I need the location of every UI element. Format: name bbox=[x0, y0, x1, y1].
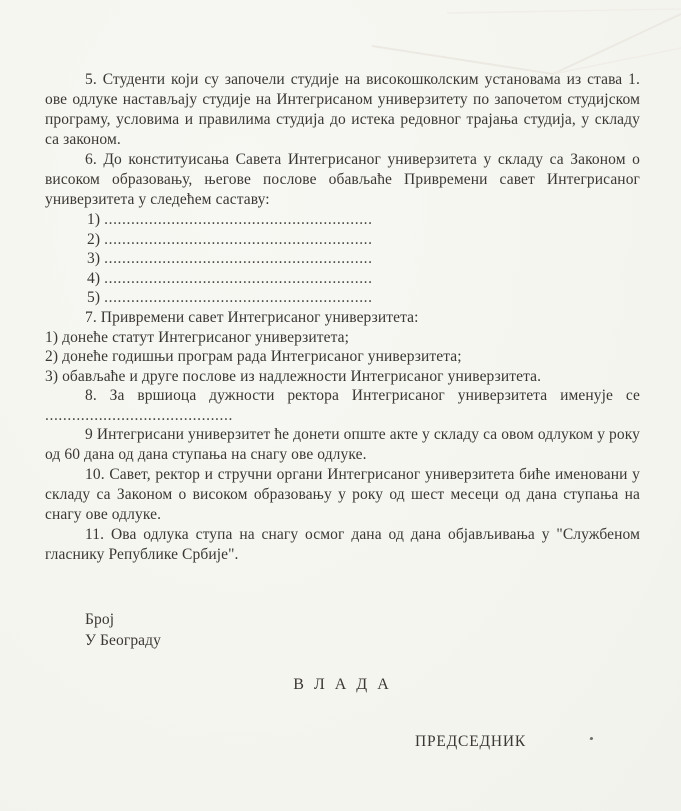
paragraph-7-subitem-2: 2) донеће годишњи програм рада Интегрисаног универзитета; bbox=[45, 348, 462, 365]
paragraph-5: 5. Студенти који су започели студије на високошколским установама из става 1. ове одлуке настављају студије на Интегрисаном универзитету по започетом студијском програму, условима и правилима студија до истека редовног трајања студија, у складу са законом. bbox=[45, 71, 640, 148]
dotted-leader: ............................................................ bbox=[104, 230, 373, 248]
footer-place-label: У Београду bbox=[85, 632, 162, 649]
council-blank-row-1 bbox=[87, 210, 640, 230]
paragraph-7: 7. Привремени савет Интегрисаног универзитета: bbox=[85, 308, 419, 326]
footer-labels bbox=[85, 609, 640, 651]
government-heading: В Л А Д А bbox=[293, 676, 392, 693]
dotted-leader: ............................................................ bbox=[104, 269, 373, 287]
council-blank-list bbox=[45, 210, 640, 308]
blank-marker: 5) bbox=[87, 289, 101, 306]
dotted-leader: ............................................................ bbox=[104, 250, 373, 267]
document-body bbox=[45, 70, 640, 752]
blank-marker: 1) bbox=[87, 211, 101, 228]
council-blank-row-5 bbox=[87, 288, 640, 308]
paragraph-9: 9 Интегрисани универзитет ће донети опште акте у складу са овом одлуком у року од 60 дана од дана ступања на снагу ове одлуке. bbox=[45, 426, 640, 463]
blank-marker: 3) bbox=[87, 250, 101, 267]
council-blank-row-3 bbox=[87, 249, 640, 269]
president-heading: ПРЕДСЕДНИК bbox=[415, 733, 526, 750]
paragraph-6: 6. До конституисања Савета Интегрисаног универзитета у складу са Законом о високом образовању, његове послове обављаће Привремени савет Интегрисаног универзитета у следећем саставу: bbox=[45, 151, 640, 208]
paragraph-7-subitem-1: 1) донеће статут Интегрисаног универзитета; bbox=[45, 328, 350, 346]
footer-number-label: Број bbox=[85, 611, 115, 628]
paragraph-8: 8. За вршиоца дужности ректора Интегрисаног универзитета именује се bbox=[85, 387, 640, 404]
blank-marker: 2) bbox=[87, 230, 101, 248]
paragraph-7-subitem-3: 3) обављаће и друге послове из надлежности Интегрисаног универзитета. bbox=[45, 367, 542, 385]
paragraph-10: 10. Савет, ректор и стручни органи Интегрисаног универзитета биће именовани у складу са Законом о високом образовању у року од шест месеци од дана ступања на снагу ове одлуке. bbox=[45, 466, 640, 523]
blank-marker: 4) bbox=[87, 269, 101, 287]
president-heading-row bbox=[45, 732, 640, 752]
paragraph-11: 11. Ова одлука ступа на снагу осмог дана од дана објављивања у "Службеном гласнику Републике Србије". bbox=[45, 526, 640, 563]
dotted-leader: ............................................................ bbox=[104, 211, 373, 228]
paragraph-8-dotted-line: .......................................... bbox=[45, 407, 233, 424]
council-blank-row-2 bbox=[87, 230, 640, 250]
council-blank-row-4 bbox=[87, 269, 640, 289]
dotted-leader: ............................................................ bbox=[104, 289, 373, 306]
